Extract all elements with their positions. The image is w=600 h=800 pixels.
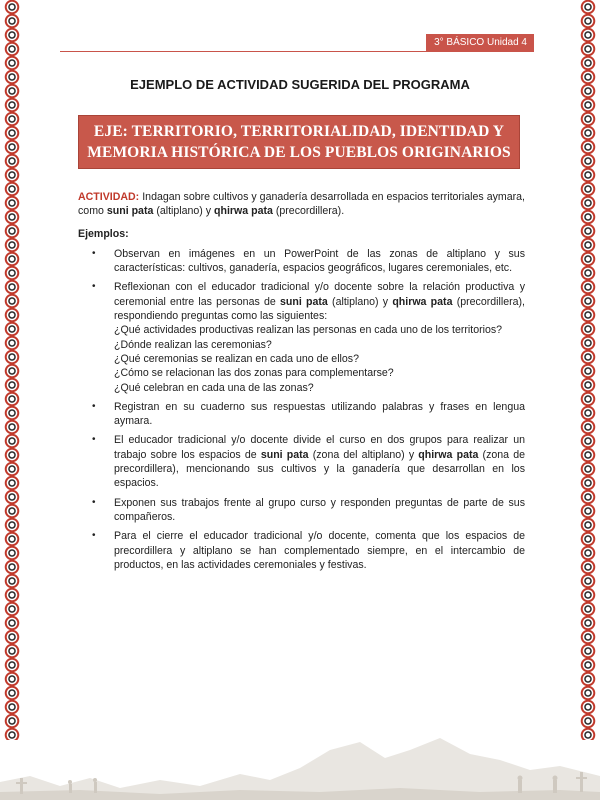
landscape-illustration [0,720,600,800]
activity-content [78,190,525,577]
item-text: Observan en imágenes en un PowerPoint de las zonas de altiplano y sus características: cultivos, ganadería, espacios geográficos, lugares ceremoniales, etc. [114,247,525,275]
item-text: El educador tradicional y/o docente divide el curso en dos grupos para realizar un trabajo sobre los espacios de [114,434,525,461]
actividad-paragraph [78,190,525,219]
bullet-icon: • [92,434,96,446]
list-item [78,247,525,276]
item-text: (zona del altiplano) y [308,448,419,461]
header-rule [60,51,534,52]
actividad-text: (altiplano) y [153,205,215,218]
item-text: (zona de precordillera), mencionando sus cultivos y la ganadería que desarrollan en los espacios. [114,448,525,490]
term-suni-pata: suni pata [280,295,328,308]
ejemplos-heading: Ejemplos: [78,227,129,240]
list-item [78,433,525,490]
question: ¿Dónde realizan las ceremonias? [114,338,272,351]
question: ¿Qué actividades productivas realizan las personas en cada uno de los territorios? [114,324,503,337]
item-text: Exponen sus trabajos frente al grupo curso y responden preguntas de parte de sus compañeros. [114,496,525,523]
item-text: Reflexionan con el educador tradicional y/o docente sobre la relación productiva y ceremonial entre las personas de [114,281,525,308]
unit-label: 3° BÁSICO Unidad 4 [426,34,534,51]
eje-line-2: MEMORIA HISTÓRICA DE LOS PUEBLOS ORIGINARIOS [87,144,511,161]
decorative-border-left [4,0,20,740]
list-item [78,496,525,525]
term-qhirwa-pata: qhirwa pata [418,448,479,461]
term-qhirwa-pata: qhirwa pata [392,295,453,308]
question: ¿Qué ceremonias se realizan en cada uno de ellos? [114,352,359,365]
page-title: EJEMPLO DE ACTIVIDAD SUGERIDA DEL PROGRAMA [130,77,470,92]
actividad-text: Indagan sobre cultivos y ganadería desarrollada en espacios territoriales aymara, como [78,191,525,218]
item-text: Para el cierre el educador tradicional y/o docente, comenta que los espacios de precordillera y altiplano se han complementado siempre, en el intercambio de productos, en las actividades ceremoniales y festivas. [114,530,525,571]
question: ¿Cómo se relacionan las dos zonas para complementarse? [114,367,394,380]
bullet-icon: • [92,400,96,412]
list-item [78,400,525,429]
list-item [78,529,525,572]
list-item [78,280,525,394]
question: ¿Qué celebran en cada una de las zonas? [114,381,314,394]
term-qhirwa-pata: qhirwa pata [214,205,273,218]
item-text: (altiplano) y [327,295,393,308]
item-text: (precordillera), respondiendo preguntas como las siguientes: [114,295,525,323]
term-suni-pata: suni pata [260,448,309,461]
bullet-icon: • [92,530,96,542]
bullet-icon: • [92,281,96,293]
decorative-border-right [580,0,596,740]
eje-banner [78,115,520,169]
bullet-icon: • [92,247,96,259]
eje-line-1: EJE: TERRITORIO, TERRITORIALIDAD, IDENTIDAD Y [93,123,505,140]
bullet-icon: • [92,496,96,508]
examples-list [78,247,525,572]
actividad-label: ACTIVIDAD: [78,191,140,203]
item-text: Registran en su cuaderno sus respuestas utilizando palabras y frases en lengua aymara. [114,400,525,428]
term-suni-pata: suni pata [106,205,154,218]
actividad-text: (precordillera). [272,205,345,218]
